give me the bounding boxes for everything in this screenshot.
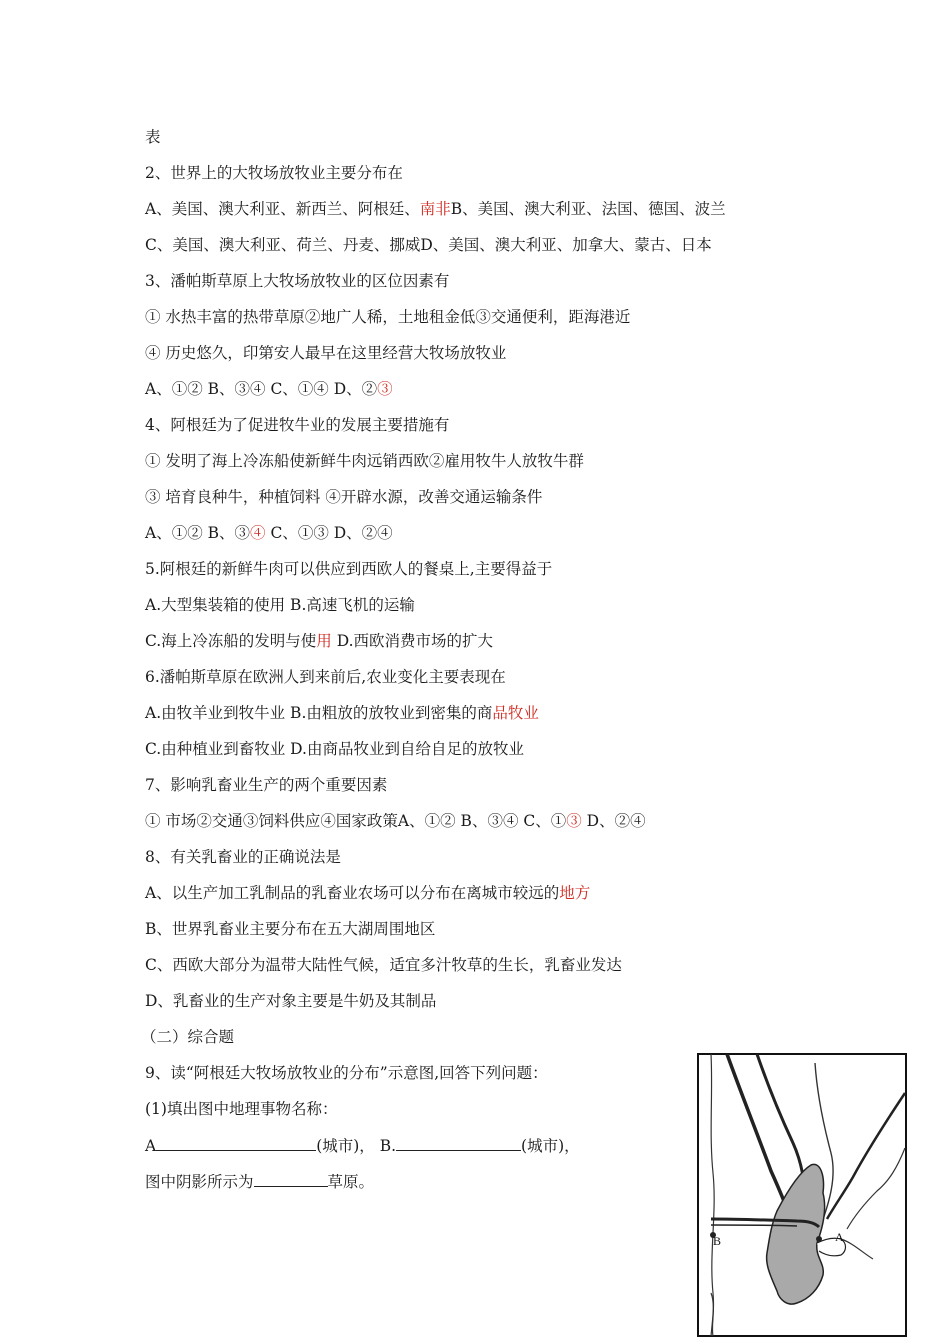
question-5-options-cd: C.海上冷冻船的发明与使用 D.西欧消费市场的扩大 bbox=[145, 632, 493, 650]
question-8-stem: 8、有关乳畜业的正确说法是 bbox=[145, 848, 341, 866]
question-4-measures-1: ① 发明了海上冷冻船使新鲜牛肉远销西欧②雇用牧牛人放牧牛群 bbox=[145, 452, 584, 470]
question-9-blank-grassland: 图中阴影所示为 草原。 bbox=[145, 1170, 374, 1193]
answer-blank-a[interactable] bbox=[156, 1134, 316, 1151]
answer-blank-grassland[interactable] bbox=[254, 1170, 328, 1187]
question-8-option-d: D、乳畜业的生产对象主要是牛奶及其制品 bbox=[145, 992, 437, 1010]
section-heading: （二）综合题 bbox=[141, 1028, 235, 1046]
map-label-b: B bbox=[713, 1234, 722, 1248]
question-2-options-ab: A、美国、澳大利亚、新西兰、阿根廷、南非B、美国、澳大利亚、法国、德国、波兰 bbox=[145, 200, 726, 218]
question-6-stem: 6.潘帕斯草原在欧洲人到来前后,农业变化主要表现在 bbox=[145, 668, 506, 686]
question-3-stem: 3、潘帕斯草原上大牧场放牧业的区位因素有 bbox=[145, 272, 450, 290]
map-label-a: A bbox=[835, 1230, 844, 1244]
question-9-stem: 9、读“阿根廷大牧场放牧业的分布”示意图,回答下列问题： bbox=[145, 1064, 548, 1082]
question-8-option-a: A、以生产加工乳制品的乳畜业农场可以分布在离城市较远的地方 bbox=[145, 884, 591, 902]
question-7-stem: 7、影响乳畜业生产的两个重要因素 bbox=[145, 776, 388, 794]
question-4-measures-2: ③ 培育良种牛，种植饲料 ④开辟水源，改善交通运输条件 bbox=[145, 488, 543, 506]
answer-blank-b[interactable] bbox=[396, 1134, 521, 1151]
question-4-options: A、①② B、③④ C、①③ D、②④ bbox=[145, 524, 393, 542]
question-5-stem: 5.阿根廷的新鲜牛肉可以供应到西欧人的餐桌上,主要得益于 bbox=[145, 560, 553, 578]
question-8-option-b: B、世界乳畜业主要分布在五大湖周围地区 bbox=[145, 920, 436, 938]
argentina-pasture-map bbox=[697, 1053, 907, 1337]
city-a-marker bbox=[816, 1236, 822, 1242]
question-3-options: A、①② B、③④ C、①④ D、②③ bbox=[145, 380, 393, 398]
question-5-options-ab: A.大型集装箱的使用 B.高速飞机的运输 bbox=[145, 596, 415, 614]
question-9-sub-1: (1)填出图中地理事物名称： bbox=[145, 1100, 338, 1118]
question-6-options-ab: A.由牧羊业到牧牛业 B.由粗放的放牧业到密集的商品牧业 bbox=[145, 704, 539, 722]
question-4-stem: 4、阿根廷为了促进牧牛业的发展主要措施有 bbox=[145, 416, 450, 434]
question-9-blanks-cities: A (城市)， B. (城市)， bbox=[145, 1134, 580, 1157]
text-line: 表 bbox=[145, 128, 161, 146]
question-6-options-cd: C.由种植业到畜牧业 D.由商品牧业到自给自足的放牧业 bbox=[145, 740, 524, 758]
question-8-option-c: C、西欧大部分为温带大陆性气候，适宜多汁牧草的生长，乳畜业发达 bbox=[145, 956, 622, 974]
question-2-stem: 2、世界上的大牧场放牧业主要分布在 bbox=[145, 164, 403, 182]
question-2-options-cd: C、美国、澳大利亚、荷兰、丹麦、挪威D、美国、澳大利亚、加拿大、蒙古、日本 bbox=[145, 236, 712, 254]
question-7-options: ① 市场②交通③饲料供应④国家政策A、①② B、③④ C、①③ D、②④ bbox=[145, 812, 646, 830]
question-3-factors-1: ① 水热丰富的热带草原②地广人稀，土地租金低③交通便利，距海港近 bbox=[145, 308, 631, 326]
question-3-factors-2: ④ 历史悠久，印第安人最早在这里经营大牧场放牧业 bbox=[145, 344, 507, 362]
